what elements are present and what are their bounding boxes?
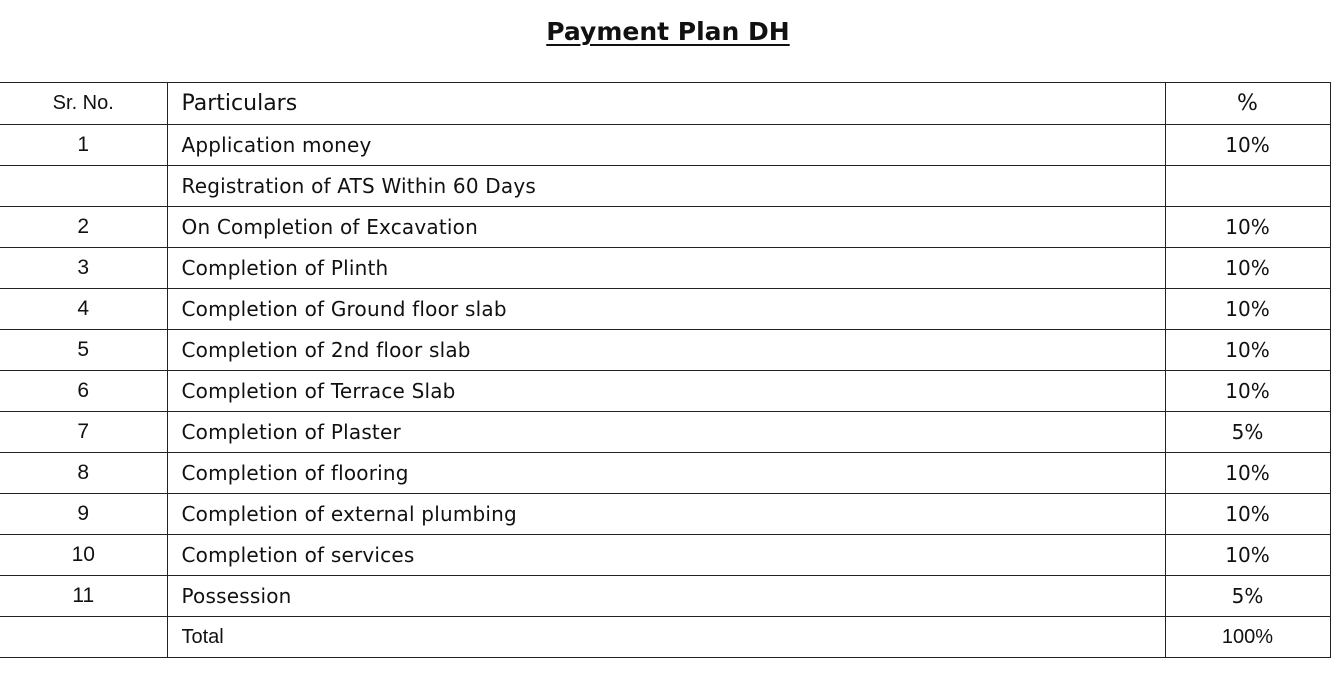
header-particulars: Particulars [167,83,1165,125]
total-label: Total [167,617,1165,658]
row-particular: Application money [167,125,1165,166]
row-sr-no: 10 [0,535,167,576]
header-sr-no: Sr. No. [0,83,167,125]
row-sr-no: 7 [0,412,167,453]
row-sr-no: 11 [0,576,167,617]
total-sr-no [0,617,167,658]
table-row [0,453,1330,494]
row-percent: 10% [1165,494,1330,535]
row-sr-no: 9 [0,494,167,535]
row-percent [1165,166,1330,207]
row-percent: 10% [1165,371,1330,412]
row-particular: Completion of external plumbing [167,494,1165,535]
table-row [0,207,1330,248]
table-row [0,412,1330,453]
row-percent: 10% [1165,330,1330,371]
header-percent: % [1165,83,1330,125]
row-percent: 5% [1165,412,1330,453]
row-sr-no: 8 [0,453,167,494]
table-row [0,576,1330,617]
row-particular: Completion of Ground floor slab [167,289,1165,330]
row-particular: Registration of ATS Within 60 Days [167,166,1165,207]
table-row [0,248,1330,289]
page-title-text: Payment Plan DH [546,17,790,46]
row-particular: Completion of services [167,535,1165,576]
row-sr-no: 1 [0,125,167,166]
row-sr-no: 6 [0,371,167,412]
table-row [0,125,1330,166]
row-particular: Completion of flooring [167,453,1165,494]
row-sr-no: 3 [0,248,167,289]
total-percent: 100% [1165,617,1330,658]
total-row [0,617,1330,658]
row-particular: On Completion of Excavation [167,207,1165,248]
row-percent: 5% [1165,576,1330,617]
row-sr-no [0,166,167,207]
row-particular: Completion of Terrace Slab [167,371,1165,412]
table-header-row [0,83,1330,125]
row-percent: 10% [1165,207,1330,248]
table-row [0,166,1330,207]
page-title [0,14,1336,50]
row-percent: 10% [1165,125,1330,166]
row-particular: Completion of Plinth [167,248,1165,289]
table-row [0,371,1330,412]
payment-plan-table [0,82,1331,658]
row-particular: Completion of Plaster [167,412,1165,453]
table-row [0,494,1330,535]
row-percent: 10% [1165,535,1330,576]
row-sr-no: 2 [0,207,167,248]
table-row [0,330,1330,371]
row-percent: 10% [1165,248,1330,289]
row-percent: 10% [1165,453,1330,494]
row-particular: Possession [167,576,1165,617]
row-sr-no: 4 [0,289,167,330]
row-sr-no: 5 [0,330,167,371]
table-row [0,289,1330,330]
row-percent: 10% [1165,289,1330,330]
row-particular: Completion of 2nd floor slab [167,330,1165,371]
table-row [0,535,1330,576]
